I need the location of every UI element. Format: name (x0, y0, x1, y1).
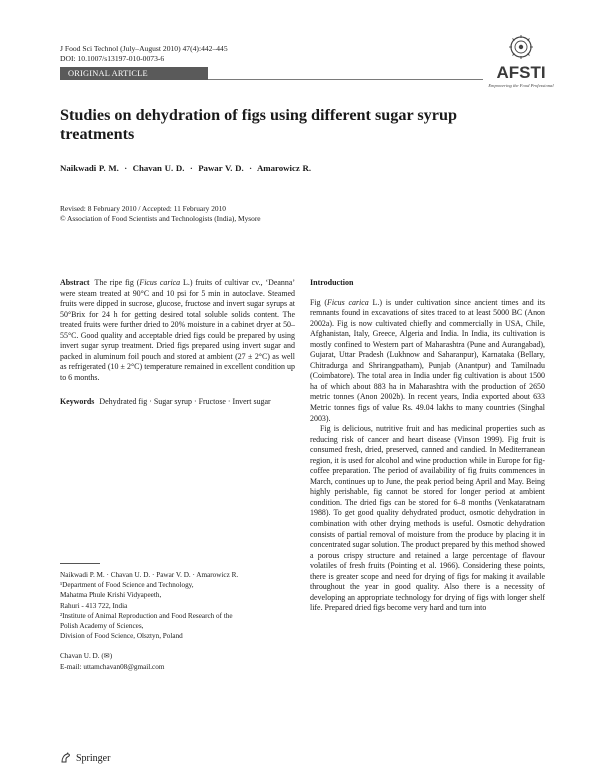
keywords-paragraph (60, 397, 295, 408)
header-rule (208, 79, 483, 80)
author-name: Naikwadi P. M. (60, 163, 119, 173)
publisher-mark (60, 752, 110, 764)
intro-heading: Introduction (310, 278, 354, 287)
article-title: Studies on dehydration of figs using different sugar syrup treatments (60, 106, 457, 143)
affil-1-line-2: Mahatma Phule Krishi Vidyapeeth, (60, 591, 162, 600)
left-column (60, 278, 295, 408)
author-separator: · (124, 163, 128, 173)
affil-1-line-3: Rahuri - 413 722, India (60, 601, 128, 610)
author-separator: · (189, 163, 193, 173)
author-name: Chavan U. D. (132, 163, 185, 173)
article-type-badge: ORIGINAL ARTICLE (60, 67, 208, 80)
afsti-logo (487, 34, 555, 92)
author-name: Amarowicz R. (256, 163, 312, 173)
email-link[interactable]: E-mail: uttamchavan08@gmail.com (60, 662, 165, 671)
intro-paragraph-1: Fig (Ficus carica L.) is under cultivation since ancient times and its remnants found in excavations of sites traced to at least 5000 BC (Anon 2002a). Fig is now cultivated chiefly and commercially in USA, Chile, Afghanistan, Italy, Greece, Algeria and India. In India, its cultivation is mostly confined to Western part of Maharashtra (Pune and Aurangabad), Gujarat, Uttar Pradesh (Lukhnow and Saharanpur), Karnataka (Bellary, Chitradurga and Shrirangpatham), Punjab (Anantpur) and Tamilnadu (Coimbatore). The total area in India under fig cultivation is about 1500 ha of which about 883 ha in Maharashtra with the production of 2650 metric tonnes (Anon 2002b). In recent years, India exported about 633 Metric tonnes figs of value Rs. 49.04 lakhs to many countries (Singhal 2003). (310, 297, 545, 423)
article-dates: Revised: 8 February 2010 / Accepted: 11 February 2010 (60, 204, 226, 213)
intro-paragraph-2: Fig is delicious, nutritive fruit and has medicinal properties such as reducing risk of cancer and heart disease (Vinson 1999). Fig fruit is consumed fresh, dried, preserved, canned and candied. In Mediterranean region, it is used for alcohol and wine production while in Europe for fig-coffee preparation. The period of availability of fig fruits commences in March, continues up to June, the peak period being April and May. Being highly perishable, fig cannot be stored for longer period at ambient condition. The dried figs can be stored for 6–8 months (Venkataratnam 1988). To get good quality dehydrated product, osmotic dehydration in combination with other drying methods is useful. Osmotic dehydration consists of partial removal of moisture from the produce by placing it in concentrated sugar solution. The product prepared by this method showed a porous crispy structure and retained a large percentage of flavour volatiles of fresh fruits (Pointing et al. 1966). Considering these points, there is greater scope and need for drying of figs for making it available throughout the year in good quality. Also there is a necessity of developing an appropriate technology for drying of figs with longer shelf life. Prepared dried figs become very hard and turn into (310, 424, 545, 613)
keywords-label: Keywords (60, 397, 95, 407)
abstract-paragraph: Abstract The ripe fig (Ficus carica L.) fruits of cultivar cv., ‘Deanna’ were steam treated at 90°C and 10 psi for 5 min in autoclave. Steamed fruits were dipped in sucrose, glucose, fructose and invert sugar syrups at 50°Brix for 24 h for getting desired total soluble solids content. The treated fruits were further dried to 20% moisture in a cabinet dryer at 50–55°C. Good quality and acceptable dried figs could be prepared by using invert sugar syrup treatment. Dried figs prepared using invert sugar and packed in aluminum foil pouch and stored at ambient (27 ± 2°C) as well as refrigerated (10 ± 2°C) temperature remained in excellent condition up to 6 months. (60, 278, 295, 382)
author-list (60, 163, 311, 173)
publisher-name: Springer (76, 752, 111, 764)
springer-horse-icon (60, 752, 72, 764)
affil-2-line-1: ²Institute of Animal Reproduction and Food Research of the (60, 611, 233, 620)
affiliations-block (60, 570, 295, 672)
corresponding-author: Chavan U. D. (✉) (60, 652, 113, 661)
logo-wordmark: AFSTI (496, 63, 546, 82)
footnote-rule (60, 563, 100, 564)
abstract-label: Abstract (60, 278, 90, 287)
journal-citation: J Food Sci Technol (July–August 2010) 47(4):442–445 (60, 44, 228, 53)
affil-2-line-2: Polish Academy of Sciences, (60, 622, 144, 631)
affil-authors: Naikwadi P. M. · Chavan U. D. · Pawar V. D. · Amarowicz R. (60, 571, 239, 579)
copyright-line: © Association of Food Scientists and Technologists (India), Mysore (60, 214, 261, 223)
author-separator: · (249, 163, 253, 173)
affil-2-line-3: Division of Food Science, Olsztyn, Poland (60, 632, 183, 641)
keywords-text: Dehydrated fig · Sugar syrup · Fructose · Invert sugar (99, 397, 271, 407)
affil-1-line-1: ¹Department of Food Science and Technology, (60, 581, 194, 590)
logo-tagline: Empowering the Food Professional (488, 83, 554, 88)
doi-line: DOI: 10.1007/s13197-010-0073-6 (60, 54, 165, 63)
right-column (310, 278, 545, 614)
author-name: Pawar V. D. (198, 163, 244, 173)
